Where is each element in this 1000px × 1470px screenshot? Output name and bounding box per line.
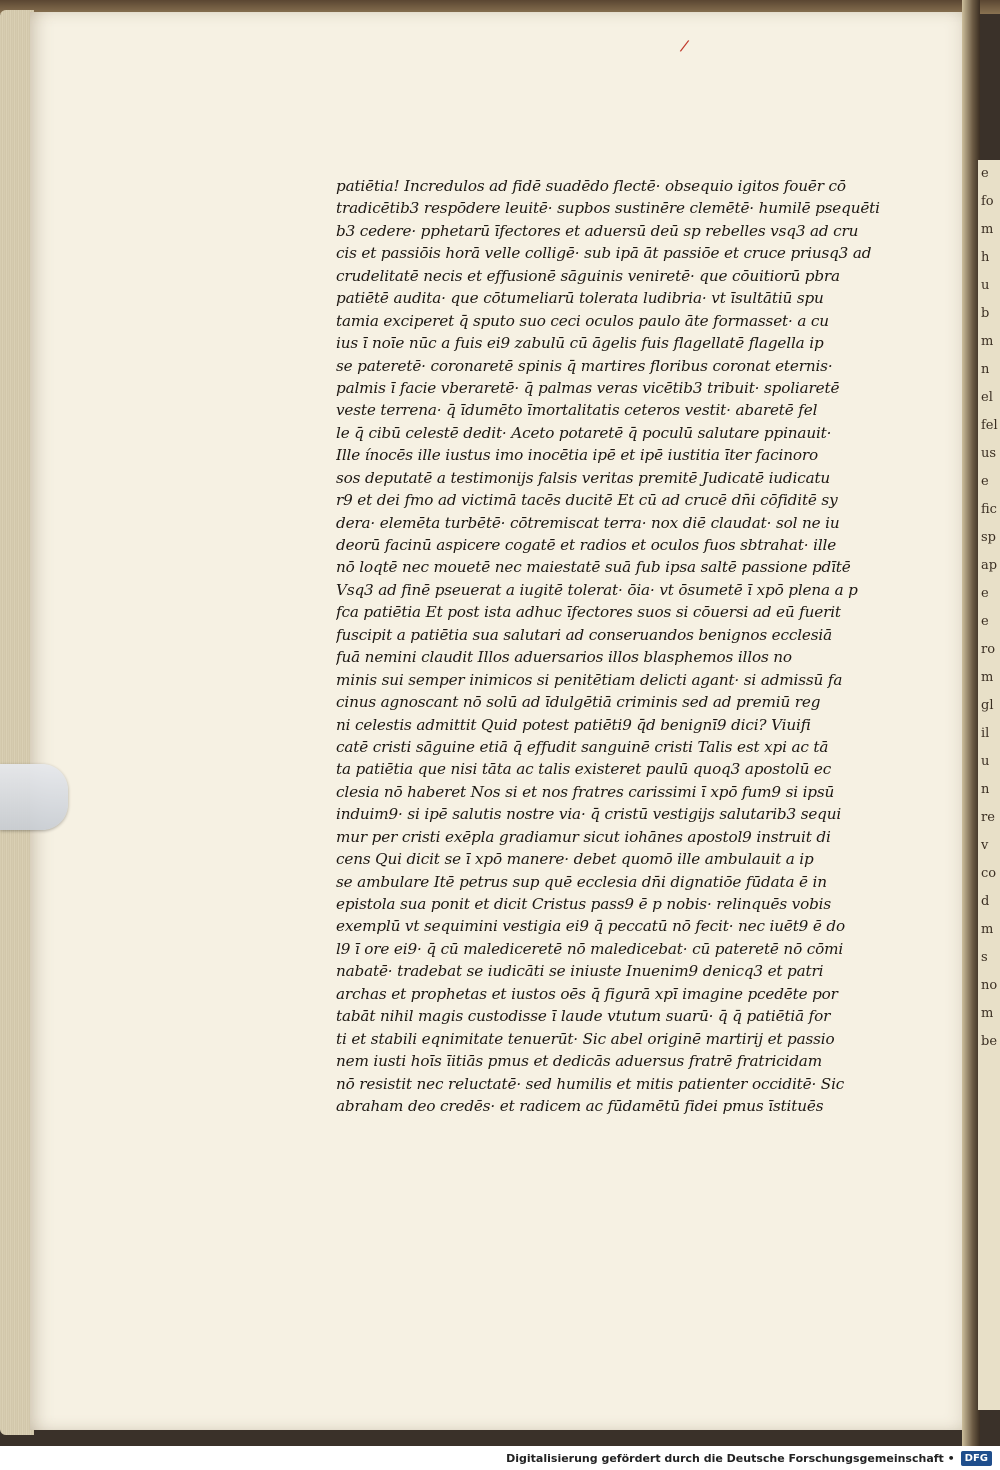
text-line: se pateretē· coronaretē spinis q̄ martires floribus coronat eternis· — [336, 356, 833, 375]
text-line: ta patiētia que nisi tāta ac talis existeret paulū quoq3 apostolū ec — [336, 760, 832, 779]
text-line: tradicētib3 respōdere leuitē· supbos sustinēre clemētē· humilē psequēti — [336, 199, 880, 218]
text-line: Ille ínocēs ille iustus imo inocētia ipē et ipē iustitia īter facinoro — [336, 446, 818, 465]
text-line: nabatē· tradebat se iudicāti se iniuste Inuenim9 denicq3 et patri — [336, 962, 824, 981]
facing-page-text-fragment: re — [981, 810, 995, 825]
text-line: nō resistit nec reluctatē· sed humilis et mitis patienter occiditē· Sic — [336, 1074, 845, 1093]
text-line: patiētē audita· que cōtumeliarū tolerata ludibria· vt īsultātiū spu — [336, 289, 824, 308]
facing-page-text-fragment: m — [981, 1006, 994, 1021]
text-line: b3 cedere· pphetarū īfectores et aduersū deū sp rebelles vsq3 ad cru — [336, 221, 859, 240]
text-line: catē cristi sāguine etiā q̄ effudit sanguinē cristi Talis est xpi ac tā — [336, 737, 829, 756]
text-line: r9 et dei fmo ad victimā tacēs ducitē Et cū ad crucē dn̄i cōfiditē sy — [336, 491, 838, 510]
text-line: clesia nō haberet Nos si et nos fratres carissimi ī xpō fum9 si ipsū — [336, 782, 835, 801]
text-line: archas et prophetas et iustos oēs q̄ figurā xpī imagine pcedēte por — [336, 984, 838, 1003]
text-line: induim9· si ipē salutis nostre via· q̄ cristū vestigijs salutarib3 sequi — [336, 805, 842, 824]
text-line: crudelitatē necis et effusionē sāguinis veniretē· que cōuitiorū pbra — [336, 266, 840, 285]
facing-page-text-fragment: no — [981, 978, 998, 993]
facing-page-text-fragment: m — [981, 334, 994, 349]
text-line: abraham deo credēs· et radicem ac fūdamētū fidei pmus īstituēs — [336, 1096, 824, 1115]
facing-page-text-fragment: e — [981, 586, 989, 601]
facing-page-text-fragment: be — [981, 1034, 998, 1049]
text-line: dera· elemēta turbētē· cōtremiscat terra· nox diē claudat· sol ne iu — [336, 513, 840, 532]
red-annotation-mark: / — [678, 35, 691, 56]
text-line: fuā nemini claudit Illos aduersarios illos blasphemos illos no — [336, 648, 792, 667]
incunabulum-text-column — [336, 175, 881, 1117]
text-line: deorū facinū aspicere cogatē et radios et oculos fuos sbtrahat· ille — [336, 536, 837, 554]
facing-page-text-fragment: fo — [981, 194, 994, 209]
text-line: veste terrena· q̄ īdumēto īmortalitatis ceteros vestit· abaretē fel — [336, 401, 818, 420]
facing-page-text-fragment: u — [981, 278, 990, 293]
funding-credit: Digitalisierung gefördert durch die Deutsche Forschungsgemeinschaft • — [506, 1451, 955, 1465]
text-line: tabāt nihil magis custodisse ī laude vtutum suarū· q̄ q̄ patiētiā for — [336, 1007, 831, 1026]
facing-page-text-fragment: m — [981, 222, 994, 237]
facing-page-text-fragment: e — [981, 474, 989, 489]
dfg-logo[interactable]: DFG — [961, 1451, 992, 1466]
facing-page-text-fragment: co — [981, 866, 997, 881]
text-line: fuscipit a patiētia sua salutari ad conseruandos benignos ecclesiā — [336, 625, 833, 644]
text-line: tamia exciperet q̄ sputo suo ceci oculos paulo āte formasset· a cu — [336, 311, 829, 330]
text-line: nō loqtē nec mouetē nec maiestatē suā fub ipsa saltē passione pdītē — [336, 558, 851, 577]
page-stack-edge — [0, 10, 34, 1435]
facing-page-text-fragment: ro — [981, 642, 996, 657]
text-line: patiētia! Incredulos ad fidē suadēdo flectē· obsequio igitos fouēr cō — [336, 177, 846, 195]
facing-page-text-fragment: ap — [981, 558, 998, 573]
footer-bar — [0, 1446, 1000, 1470]
facing-page-text-fragment: fic — [981, 502, 997, 517]
text-line: se ambulare Itē petrus sup quē ecclesia dn̄i dignatiōe fūdata ē in — [336, 872, 827, 891]
facing-page-text-fragment: il — [981, 726, 990, 741]
page-clip — [0, 764, 68, 830]
text-line: cis et passiōis horā velle colligē· sub ipā āt passiōe et cruce priusq3 ad — [336, 244, 872, 263]
text-line: le q̄ cibū celestē dedit· Aceto potaretē q̄ poculū salutare ppinauit· — [336, 423, 832, 442]
facing-page-text-fragment: sp — [981, 530, 996, 545]
text-line: Vsq3 ad finē pseuerat a iugitē tolerat· ōia· vt ōsumetē ī xpō plena a p — [336, 580, 858, 599]
facing-page-text-fragment: e — [981, 614, 989, 629]
facing-page-text-fragment: n — [981, 782, 990, 797]
text-line: epistola sua ponit et dicit Cristus pass9 ē p nobis· relinquēs vobis — [336, 895, 831, 913]
facing-page-text-fragment: el — [981, 390, 993, 405]
facing-page-text-fragment: m — [981, 922, 994, 937]
facing-page-text-fragment: h — [981, 250, 990, 265]
facing-page-text-fragment: us — [981, 446, 997, 461]
text-line: minis sui semper inimicos si penitētiam delicti agant· si admissū fa — [336, 670, 843, 689]
text-line: sos deputatē a testimonijs falsis veritas premitē Judicatē iudicatu — [336, 468, 831, 487]
text-line: ti et stabili eqnimitate tenuerūt· Sic abel originē martirij et passio — [336, 1029, 835, 1048]
text-line: nem iusti hoīs īitiās pmus et dedicās aduersus fratrē fratricidam — [336, 1052, 822, 1071]
facing-page-text-fragment: gl — [981, 698, 994, 713]
facing-page-text-fragment: v — [981, 838, 989, 853]
facing-page-text-fragment: u — [981, 754, 990, 769]
text-line: ius ī noīe nūc a fuis ei9 zabulū cū āgelis fuis flagellatē flagella ip — [336, 334, 824, 353]
facing-page-text-fragment: m — [981, 670, 994, 685]
text-line: cinus agnoscant nō solū ad īdulgētiā criminis sed ad premiū reg — [336, 693, 821, 712]
facing-page-fragment — [978, 160, 1000, 1410]
text-line: exemplū vt sequimini vestigia ei9 q̄ peccatū nō fecit· nec iuēt9 ē do — [336, 917, 845, 936]
text-line: l9 ī ore ei9· q̄ cū malediceretē nō maledicebat· cū pateretē nō cōmi — [336, 939, 844, 958]
text-line: mur per cristi exēpla gradiamur sicut iohānes apostol9 instruit di — [336, 827, 831, 846]
facing-page-text-fragment: d — [981, 894, 990, 909]
facing-page-text-fragment: n — [981, 362, 990, 377]
text-line: ni celestis admittit Quid potest patiēti9 q̄d benignī9 dici? Viuifi — [336, 715, 811, 734]
text-line: cens Qui dicit se ī xpō manere· debet quomō ille ambulauit a ip — [336, 850, 814, 869]
facing-page-text-fragment: b — [981, 306, 990, 321]
facing-page-text-fragment: fel — [981, 418, 998, 433]
text-line: palmis ī facie vberaretē· q̄ palmas veras vicētib3 tribuit· spoliaretē — [336, 378, 840, 397]
facing-page-text-fragment: e — [981, 166, 989, 181]
text-line: fca patiētia Et post ista adhuc īfectores suos si cōuersi ad eū fuerit — [336, 603, 841, 622]
facing-page-text-fragment: s — [981, 950, 988, 965]
